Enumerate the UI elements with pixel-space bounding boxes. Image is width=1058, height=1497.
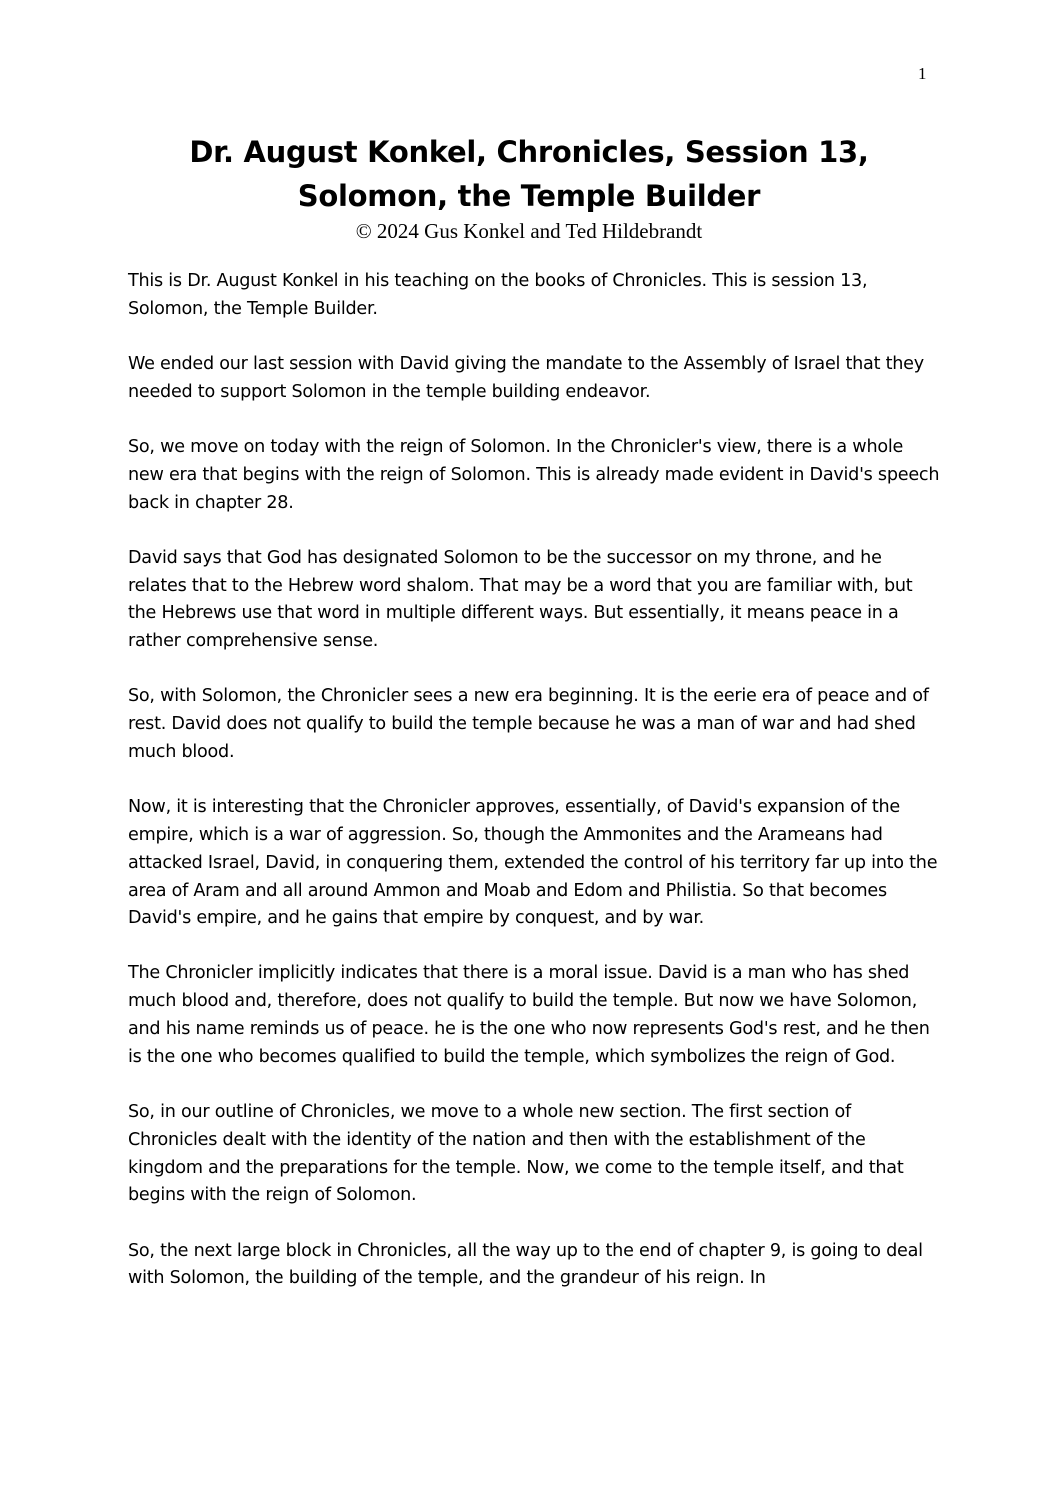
paragraph-8: So, in our outline of Chronicles, we move to a whole new section. The first section of Chronicles dealt with the identity of the nation and then with the establishment of the kingdom and the preparations for the temple. Now, we come to the temple itself, and that begins with the reign of Solomon. xyxy=(128,1102,904,1206)
copyright-notice: © 2024 Gus Konkel and Ted Hildebrandt xyxy=(355,219,703,243)
document-header xyxy=(0,130,1058,243)
document-body xyxy=(128,268,940,1321)
paragraph-7: The Chronicler implicitly indicates that there is a moral issue. David is a man who has shed much blood and, therefore, does not qualify to build the temple. But now we have Solomon, and his name reminds us of peace. he is the one who now represents God's rest, and he then is the one who becomes qualified to build the temple, which symbolizes the reign of God. xyxy=(128,963,930,1067)
paragraph-4: David says that God has designated Solomon to be the successor on my throne, and he relates that to the Hebrew word shalom. That may be a word that you are familiar with, but the Hebrews use that word in multiple different ways. But essentially, it means peace in a rather comprehensive sense. xyxy=(128,547,913,652)
paragraph-6: Now, it is interesting that the Chronicler approves, essentially, of David's expansion of the empire, which is a war of aggression. So, though the Ammonites and the Arameans had attacked Israel, David, in conquering them, extended the control of his territory far up into the area of Aram and all around Ammon and Moab and Edom and Philistia. So that becomes David's empire, and he gains that empire by conquest, and by war. xyxy=(128,797,938,929)
document-title-line-1: Dr. August Konkel, Chronicles, Session 13, xyxy=(189,135,869,169)
page-number: 1 xyxy=(918,64,927,83)
paragraph-9: So, the next large block in Chronicles, all the way up to the end of chapter 9, is going to deal with Solomon, the building of the temple, and the grandeur of his reign. In xyxy=(128,1240,923,1289)
paragraph-5: So, with Solomon, the Chronicler sees a new era beginning. It is the eerie era of peace and of rest. David does not qualify to build the temple because he was a man of war and had shed much blood. xyxy=(128,686,929,762)
paragraph-2: We ended our last session with David giving the mandate to the Assembly of Israel that they needed to support Solomon in the temple building endeavor. xyxy=(128,353,924,402)
document-title-line-2: Solomon, the Temple Builder xyxy=(297,179,761,213)
paragraph-3: So, we move on today with the reign of Solomon. In the Chronicler's view, there is a whole new era that begins with the reign of Solomon. This is already made evident in David's speech back in chapter 28. xyxy=(128,436,940,513)
paragraph-1: This is Dr. August Konkel in his teaching on the books of Chronicles. This is session 13, Solomon, the Temple Builder. xyxy=(128,271,868,319)
